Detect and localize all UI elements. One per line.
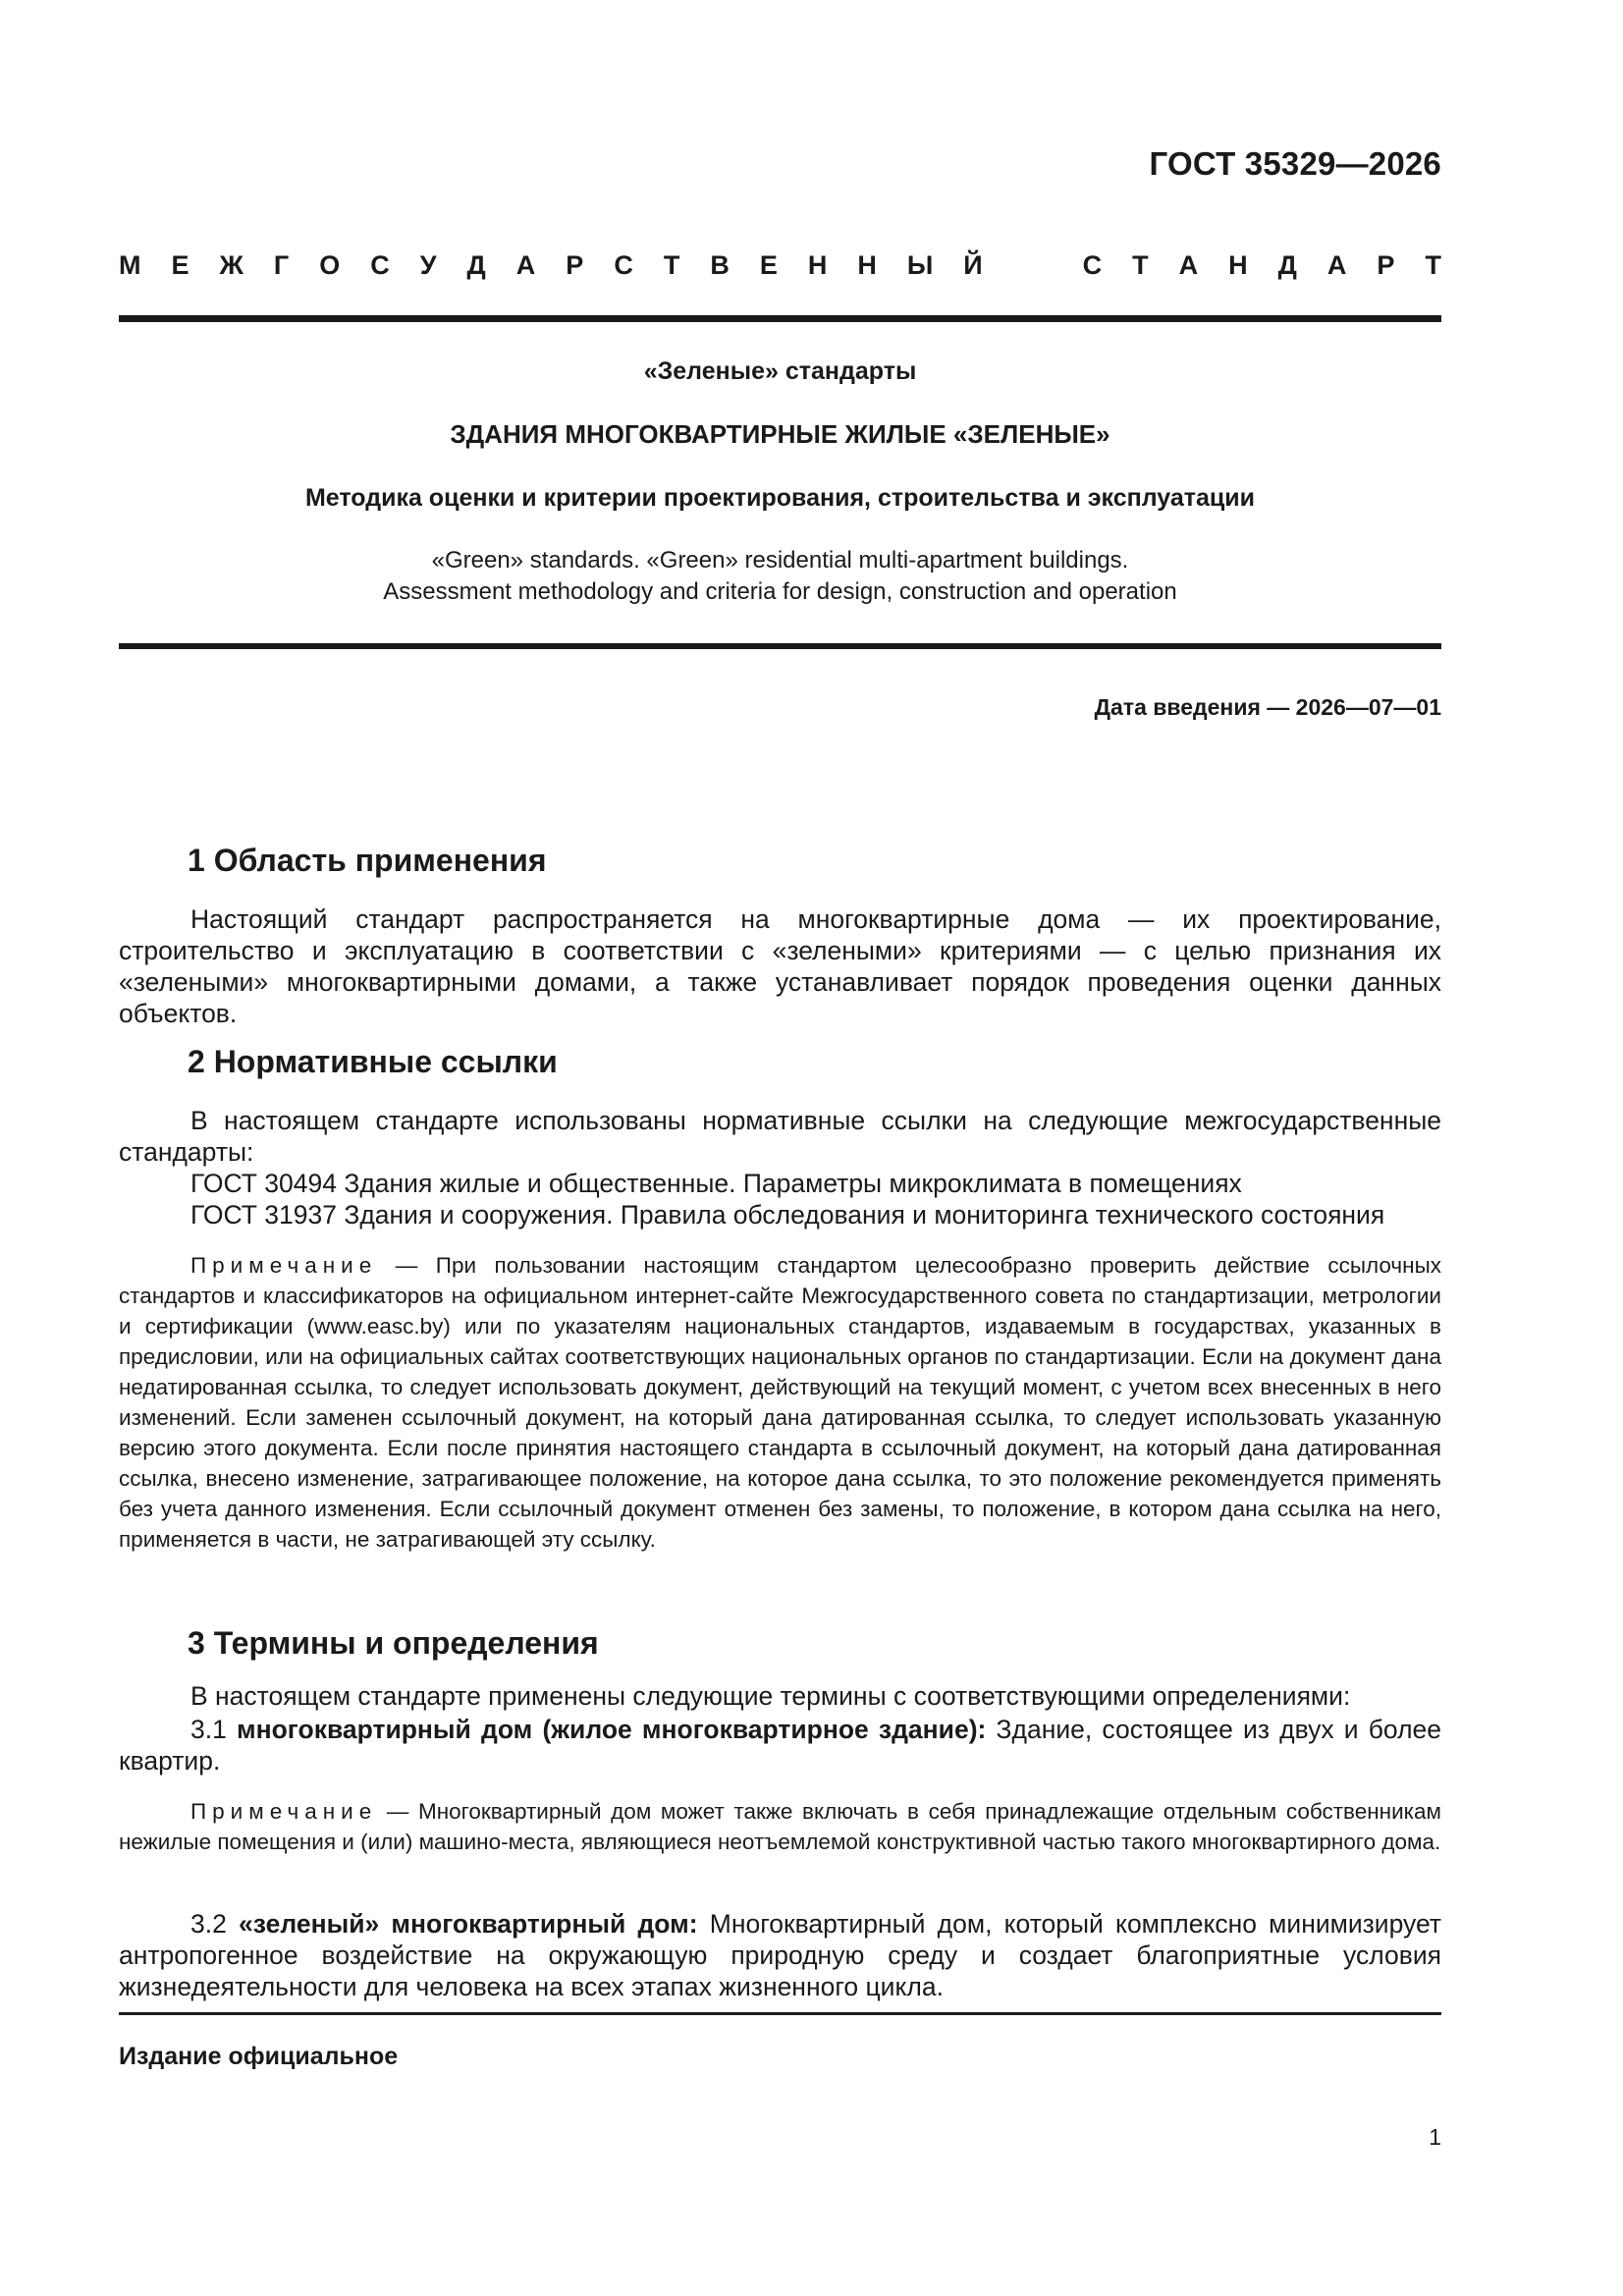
- top-divider: [119, 315, 1441, 322]
- document-page: [119, 0, 1441, 2296]
- header-letter: Т: [1132, 250, 1149, 280]
- term-name: «зеленый» многоквартирный дом:: [239, 1909, 698, 1939]
- header-letter: О: [319, 250, 341, 280]
- footer-divider: [119, 2012, 1441, 2015]
- section-heading-terms: 3 Термины и определения: [188, 1625, 599, 1661]
- normative-references-intro: В настоящем стандарте использованы нормативные ссылки на следующие межгосударственные стандарты:: [119, 1106, 1441, 1167]
- header-letter: А: [1178, 250, 1199, 280]
- scope-paragraph: Настоящий стандарт распространяется на многоквартирные дома — их проектирование, строительство и эксплуатацию в соответствии с «зелеными» критериями — с целью признания их «зелеными» многоквартирными домами, а также устанавливает порядок проведения оценки данных объектов.: [119, 904, 1441, 1028]
- english-title-line-1: «Green» standards. «Green» residential multi-apartment buildings.: [431, 547, 1129, 574]
- header-letter: Т: [1425, 250, 1441, 280]
- header-letter: С: [1082, 250, 1103, 280]
- term-definition: Многоквартирный дом, который комплексно минимизирует антропогенное воздействие на окружающую природную среду и создает благоприятные условия жизнедеятельности для человека на всех этапах жизненного цикла.: [119, 1909, 1441, 2001]
- section-heading-normative-references: 2 Нормативные ссылки: [188, 1044, 558, 1079]
- header-letter: У: [419, 250, 437, 280]
- term-name: многоквартирный дом (жилое многоквартирное здание):: [237, 1715, 987, 1744]
- note-label: Примечание: [190, 1253, 378, 1278]
- document-number: ГОСТ 35329—2026: [1149, 145, 1441, 182]
- main-title: ЗДАНИЯ МНОГОКВАРТИРНЫЕ ЖИЛЫЕ «ЗЕЛЕНЫЕ»: [450, 419, 1110, 449]
- header-letter: Г: [273, 250, 290, 280]
- header-letter: Е: [171, 250, 189, 280]
- term-3-2: [119, 1908, 1441, 2002]
- title-divider: [119, 643, 1441, 649]
- header-letter: Ж: [219, 250, 243, 280]
- note-text: — При пользовании настоящим стандартом целесообразно проверить действие ссылочных стандартов и классификаторов на официальном интернет-сайте Межгосударственного совета по стандартизации, метрологии и сертификации (www.easc.by) или по указателям национальных стандартов, издаваемым в государствах, указанных в предисловии, или на официальных сайтах соответствующих национальных органов по стандартизации. Если на документ дана недатированная ссылка, то следует использовать документ, действующий на текущий момент, с учетом всех внесенных в него изменений. Если заменен ссылочный документ, на который дана датированная ссылка, то следует использовать указанную версию этого документа. Если после принятия настоящего стандарта в ссылочный документ, на который дана датированная ссылка, внесено изменение, затрагивающее положение, на которое дана ссылка, то это положение рекомендуется применять без учета данного изменения. Если ссылочный документ отменен без замены, то положение, в котором дана ссылка на него, применяется в части, не затрагивающей эту ссылку.: [119, 1253, 1441, 1552]
- header-letter: С: [370, 250, 390, 280]
- term-3-1-note: [119, 1796, 1441, 1857]
- section-heading-scope: 1 Область применения: [188, 843, 547, 878]
- header-letter: Н: [807, 250, 828, 280]
- reference-gost-31937: ГОСТ 31937 Здания и сооружения. Правила обследования и мониторинга технического состояния: [190, 1200, 1385, 1230]
- term-number: 3.1: [190, 1715, 238, 1744]
- header-letter: Т: [663, 250, 680, 280]
- series-title: «Зеленые» стандарты: [643, 357, 917, 385]
- header-letter: В: [710, 250, 730, 280]
- terms-intro: В настоящем стандарте применены следующие термины с соответствующими определениями:: [190, 1681, 1351, 1711]
- english-title-line-2: Assessment methodology and criteria for design, construction and operation: [383, 578, 1177, 605]
- note-text: — Многоквартирный дом может также включать в себя принадлежащие отдельным собственникам нежилые помещения и (или) машино-места, являющиеся неотъемлемой конструктивной частью такого многоквартирного дома.: [119, 1799, 1441, 1854]
- header-letter: С: [614, 250, 633, 280]
- official-edition-label: Издание официальное: [119, 2043, 399, 2070]
- term-number: 3.2: [190, 1909, 240, 1939]
- header-letter: Р: [566, 250, 584, 280]
- term-3-1: [119, 1714, 1441, 1777]
- header-letter: Д: [1277, 250, 1297, 280]
- term-definition: Здание, состоящее из двух и более квартир.: [119, 1715, 1442, 1776]
- note-label: Примечание: [190, 1799, 378, 1824]
- introduction-date: Дата введения — 2026—07—01: [1094, 694, 1441, 720]
- header-letter: Н: [857, 250, 877, 280]
- subtitle: Методика оценки и критерии проектирования, строительства и эксплуатации: [304, 484, 1256, 512]
- header-word-gap: [1013, 250, 1053, 281]
- normative-references-note: [119, 1250, 1441, 1555]
- header-letter: А: [1326, 250, 1347, 280]
- page-number: 1: [1429, 2124, 1441, 2150]
- header-letter: Н: [1228, 250, 1248, 280]
- reference-gost-30494: ГОСТ 30494 Здания жилые и общественные. Параметры микроклимата в помещениях: [190, 1169, 1242, 1198]
- english-title: [119, 545, 1441, 608]
- header-letter: М: [119, 250, 141, 280]
- header-letter: Д: [466, 250, 486, 280]
- header-letter: Р: [1377, 250, 1395, 280]
- standard-type-header: [119, 250, 1441, 281]
- header-letter: Е: [759, 250, 778, 280]
- header-letter: Ы: [906, 250, 934, 280]
- header-letter: Й: [963, 250, 983, 280]
- header-letter: А: [515, 250, 536, 280]
